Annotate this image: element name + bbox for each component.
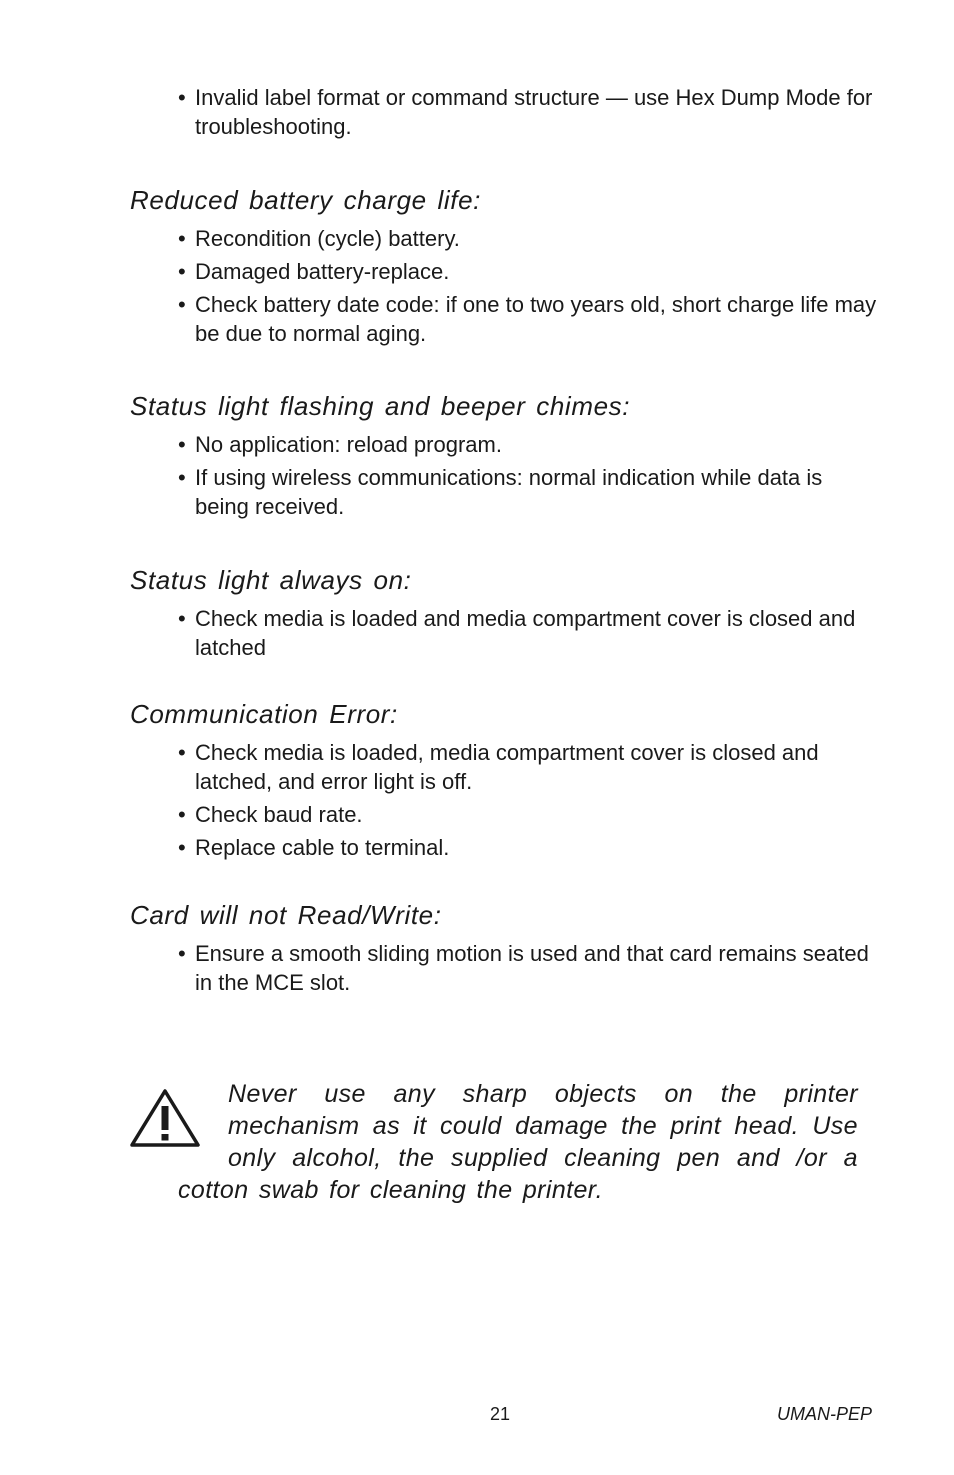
document-code: UMAN-PEP <box>776 1404 872 1424</box>
top-bullet-list <box>178 83 878 145</box>
list-item-text: If using wireless communications: normal indication while data is being received. <box>195 465 823 519</box>
list-item-text: Check media is loaded and media compartment cover is closed and latched <box>195 606 856 660</box>
list-item <box>178 430 878 459</box>
list-item-text: Check media is loaded, media compartment cover is closed and latched, and error light is off. <box>195 740 819 794</box>
card-bullet-list <box>178 939 878 1001</box>
list-item-text: Ensure a smooth sliding motion is used and that card remains seated in the MCE slot. <box>195 941 869 995</box>
list-item <box>178 290 878 348</box>
bullet-icon: • <box>178 432 186 457</box>
list-item <box>178 939 878 997</box>
list-item-text: Check baud rate. <box>195 802 363 827</box>
bullet-icon: • <box>178 835 186 860</box>
list-item-text: Damaged battery-replace. <box>195 259 450 284</box>
section-heading-communication: Communication Error: <box>130 699 398 729</box>
list-item <box>178 224 878 253</box>
list-item <box>178 833 878 862</box>
section-heading-status-on: Status light always on: <box>130 565 412 595</box>
list-item <box>178 257 878 286</box>
bullet-icon: • <box>178 606 186 631</box>
list-item-text: Check battery date code: if one to two years old, short charge life may be due to normal aging. <box>195 292 877 346</box>
bullet-icon: • <box>178 85 186 110</box>
list-item-text: Replace cable to terminal. <box>195 835 450 860</box>
bullet-icon: • <box>178 292 186 317</box>
warning-text: Never use any sharp objects on the printer mechanism as it could damage the print head. Use only alcohol, the supplied cleaning pen and /or a cotton swab for cleaning the printer. <box>178 1080 858 1204</box>
section-heading-card: Card will not Read/Write: <box>130 900 442 930</box>
section-heading-battery: Reduced battery charge life: <box>130 185 481 215</box>
bullet-icon: • <box>178 941 186 966</box>
list-item-text: Invalid label format or command structure — use Hex Dump Mode for troubleshooting. <box>195 85 873 139</box>
page-number: 21 <box>489 1404 511 1424</box>
bullet-icon: • <box>178 259 186 284</box>
bullet-icon: • <box>178 740 186 765</box>
section-heading-status-flashing: Status light flashing and beeper chimes: <box>130 391 631 421</box>
status-on-bullet-list <box>178 604 878 666</box>
list-item <box>178 463 878 521</box>
bullet-icon: • <box>178 226 186 251</box>
list-item-text: Recondition (cycle) battery. <box>195 226 460 251</box>
status-flashing-bullet-list <box>178 430 878 525</box>
list-item <box>178 604 878 662</box>
communication-bullet-list <box>178 738 878 866</box>
list-item <box>178 800 878 829</box>
list-item <box>178 738 878 796</box>
bullet-icon: • <box>178 465 186 490</box>
bullet-icon: • <box>178 802 186 827</box>
list-item <box>178 83 878 141</box>
list-item-text: No application: reload program. <box>195 432 502 457</box>
battery-bullet-list <box>178 224 878 352</box>
